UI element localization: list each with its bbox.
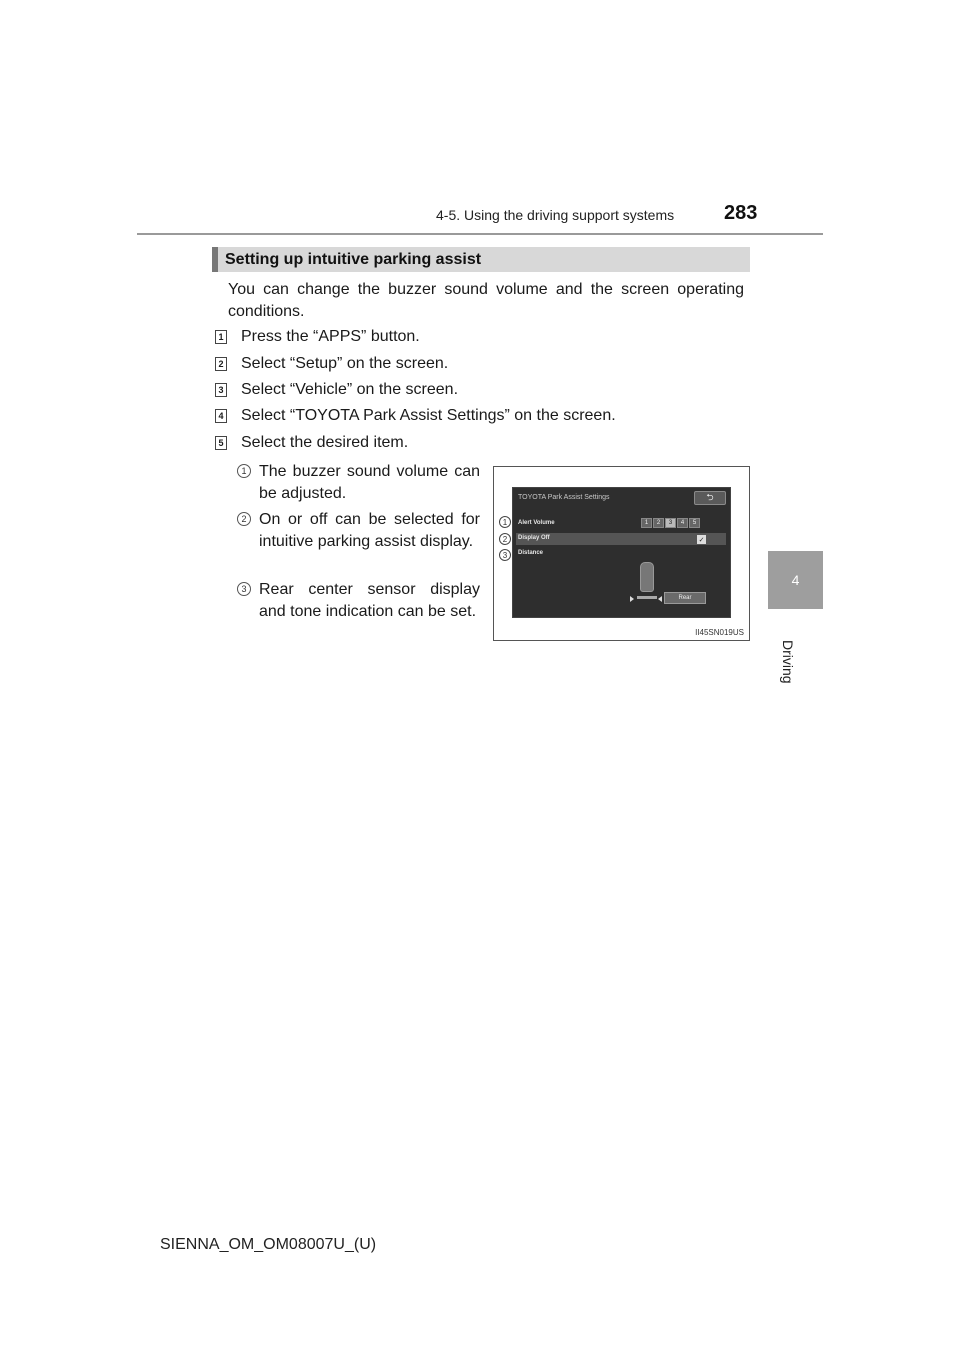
callout-marker: 2 — [499, 533, 511, 545]
volume-level: 5 — [689, 518, 700, 528]
intro-paragraph: You can change the buzzer sound volume and the screen operating conditions. — [228, 281, 744, 320]
row-distance: Distance — [518, 550, 544, 556]
settings-screen — [512, 487, 731, 618]
volume-level: 4 — [677, 518, 688, 528]
note-text: Rear center sensor display and tone indication can be set. — [259, 581, 480, 620]
step-item — [215, 380, 458, 400]
note-item — [237, 509, 480, 553]
header-divider — [137, 233, 823, 235]
note-marker: 1 — [237, 464, 251, 478]
row-display-off: Display Off — [518, 535, 550, 541]
step-number: 5 — [215, 436, 227, 450]
volume-level: 3 — [665, 518, 676, 528]
note-marker: 2 — [237, 512, 251, 526]
note-marker: 3 — [237, 582, 251, 596]
step-number: 1 — [215, 330, 227, 344]
figure-code: II45SN019US — [695, 628, 744, 637]
step-text: Select “Vehicle” on the screen. — [241, 381, 459, 398]
rear-button: Rear — [664, 592, 706, 604]
step-item — [215, 354, 448, 374]
step-item — [215, 327, 420, 347]
step-number: 4 — [215, 409, 227, 423]
step-number: 2 — [215, 357, 227, 371]
chapter-tab-label: Driving — [780, 640, 796, 684]
chapter-tab-number: 4 — [791, 572, 800, 588]
callout-marker: 3 — [499, 549, 511, 561]
step-text: Select “TOYOTA Park Assist Settings” on the screen. — [241, 407, 616, 424]
note-text: On or off can be selected for intuitive parking assist display. — [259, 511, 480, 550]
step-text: Press the “APPS” button. — [241, 328, 420, 345]
chapter-tab — [768, 551, 823, 609]
step-item — [215, 433, 408, 453]
note-item — [237, 461, 480, 505]
volume-level: 2 — [653, 518, 664, 528]
callout-marker: 1 — [499, 516, 511, 528]
step-number: 3 — [215, 383, 227, 397]
settings-screen-figure — [493, 466, 750, 641]
check-icon: ✓ — [698, 536, 705, 544]
page-number: 283 — [724, 202, 758, 224]
screen-title: TOYOTA Park Assist Settings — [518, 494, 610, 501]
car-icon — [640, 562, 654, 592]
arrow-left-icon — [658, 596, 662, 602]
volume-level: 1 — [641, 518, 652, 528]
step-text: Select “Setup” on the screen. — [241, 355, 449, 372]
footer-document-id: SIENNA_OM_OM08007U_(U) — [160, 1236, 377, 1253]
step-text: Select the desired item. — [241, 434, 409, 451]
sensor-bar — [637, 596, 657, 599]
return-arrow-icon: ⮌ — [694, 491, 726, 505]
step-item — [215, 406, 616, 426]
row-alert-volume: Alert Volume — [518, 520, 555, 526]
section-title: Setting up intuitive parking assist — [212, 247, 750, 272]
page-header-section: 4-5. Using the driving support systems — [436, 207, 675, 223]
arrow-right-icon — [630, 596, 634, 602]
note-text: The buzzer sound volume can be adjusted. — [259, 463, 480, 502]
note-item — [237, 579, 480, 623]
